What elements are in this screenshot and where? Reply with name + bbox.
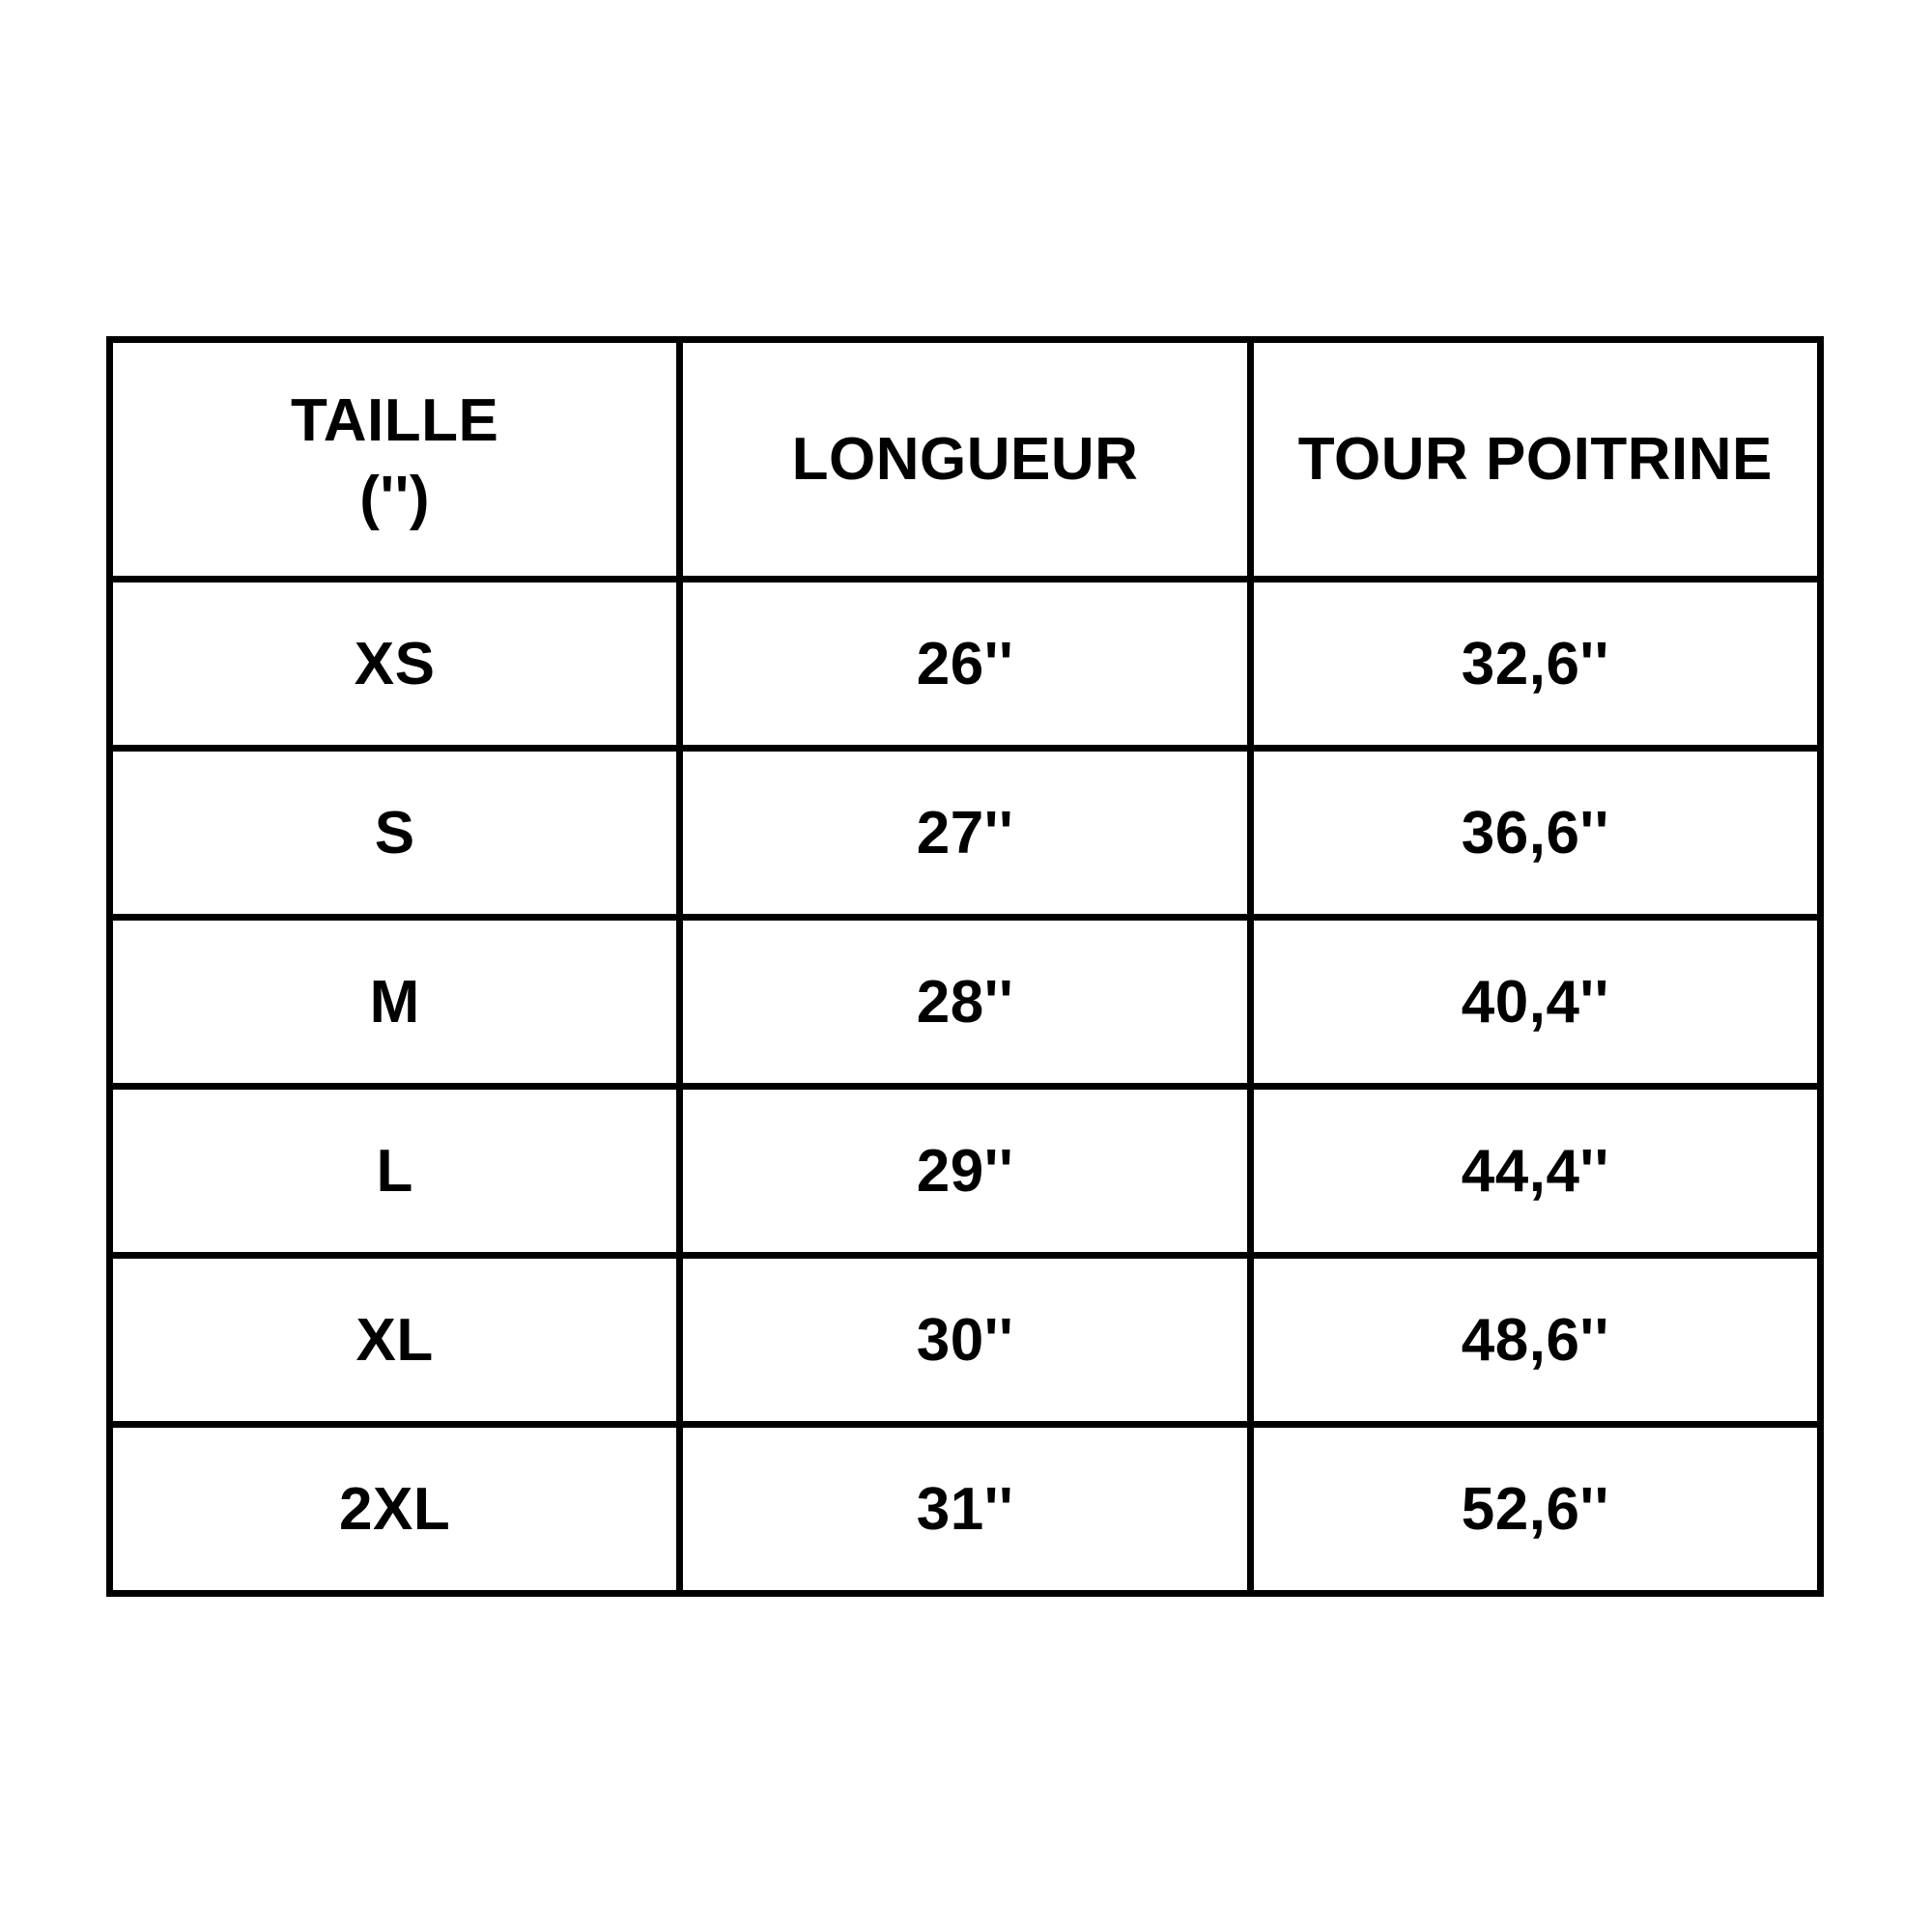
longueur-cell: 26'' xyxy=(680,580,1250,749)
size-chart-table xyxy=(106,336,1824,1597)
size-cell: 2XL xyxy=(110,1425,680,1594)
longueur-cell: 27'' xyxy=(680,749,1250,918)
tour-poitrine-cell: 52,6'' xyxy=(1250,1425,1820,1594)
header-taille-label: TAILLE xyxy=(290,387,499,455)
tour-poitrine-cell: 44,4'' xyxy=(1250,1087,1820,1256)
longueur-cell: 31'' xyxy=(680,1425,1250,1594)
header-cell-taille xyxy=(110,340,680,580)
table-row-xs xyxy=(110,580,1821,749)
tour-poitrine-cell: 48,6'' xyxy=(1250,1256,1820,1425)
longueur-cell: 29'' xyxy=(680,1087,1250,1256)
size-cell: L xyxy=(110,1087,680,1256)
table-row-s xyxy=(110,749,1821,918)
tour-poitrine-cell: 36,6'' xyxy=(1250,749,1820,918)
header-cell-longueur: LONGUEUR xyxy=(680,340,1250,580)
size-cell: S xyxy=(110,749,680,918)
size-cell: XS xyxy=(110,580,680,749)
size-cell: XL xyxy=(110,1256,680,1425)
table-row-xl xyxy=(110,1256,1821,1425)
size-cell: M xyxy=(110,918,680,1087)
header-taille-unit: ('') xyxy=(359,464,431,531)
tour-poitrine-cell: 32,6'' xyxy=(1250,580,1820,749)
header-cell-tour-poitrine: TOUR POITRINE xyxy=(1250,340,1820,580)
longueur-cell: 28'' xyxy=(680,918,1250,1087)
table-row-m xyxy=(110,918,1821,1087)
tour-poitrine-cell: 40,4'' xyxy=(1250,918,1820,1087)
longueur-cell: 30'' xyxy=(680,1256,1250,1425)
table-row-2xl xyxy=(110,1425,1821,1594)
table-row-l xyxy=(110,1087,1821,1256)
header-row xyxy=(110,340,1821,580)
